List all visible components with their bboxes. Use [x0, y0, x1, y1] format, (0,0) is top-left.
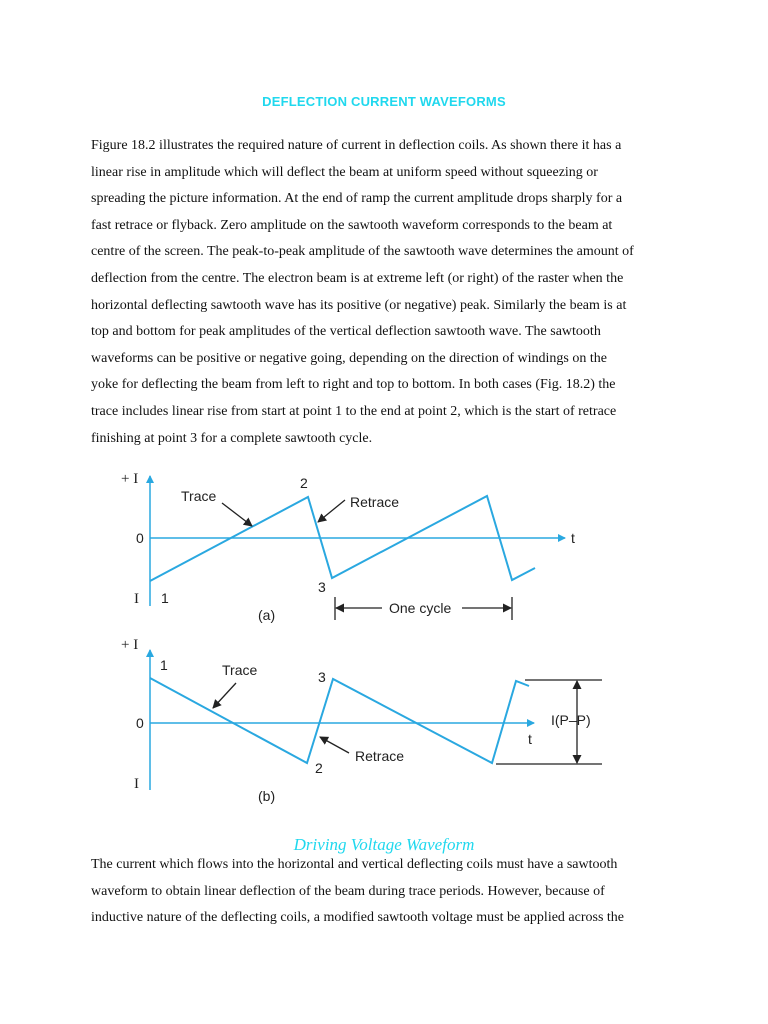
paragraph-line: yoke for deflecting the beam from left to right and top to bottom. In both cases (Fig. 18.2) the [91, 377, 616, 393]
paragraph-line: deflection from the centre. The electron beam is at extreme left (or right) of the raster when the [91, 270, 624, 286]
point-label-1: 1 [161, 590, 169, 606]
paragraph-line: horizontal deflecting sawtooth wave has its positive (or negative) peak. Similarly the beam is at [91, 297, 627, 313]
figure-caption-a: (a) [258, 607, 276, 623]
trace-label: Trace [181, 488, 217, 504]
y-axis-label-bottom: I [134, 776, 139, 792]
time-label: t [571, 530, 575, 546]
point-label-2: 2 [300, 475, 308, 491]
paragraph-line: fast retrace or flyback. Zero amplitude on the sawtooth waveform corresponds to the beam at [91, 217, 613, 233]
trace-pointer-arrow [213, 683, 236, 708]
paragraph-line: trace includes linear rise from start at point 1 to the end at point 2, which is the start of retrace [91, 403, 617, 419]
point-label-1: 1 [160, 657, 168, 673]
retrace-label: Retrace [350, 494, 400, 510]
retrace-label: Retrace [355, 748, 405, 764]
paragraph-line: finishing at point 3 for a complete sawtooth cycle. [91, 430, 373, 446]
y-axis-label-zero: 0 [136, 530, 144, 546]
sawtooth-waveform [150, 678, 529, 763]
y-axis-label-zero: 0 [136, 715, 144, 731]
y-axis-label-top: + I [121, 637, 139, 653]
y-axis-label-top: + I [121, 471, 139, 487]
paragraph-line: top and bottom for peak amplitudes of the vertical deflection sawtooth wave. The sawtooth [91, 324, 601, 340]
cycle-label: One cycle [389, 600, 452, 616]
figure-caption-b: (b) [258, 788, 276, 804]
paragraph-line: spreading the picture information. At the end of ramp the current amplitude drops sharply for a [91, 191, 623, 207]
paragraph-line: waveforms can be positive or negative going, depending on the direction of windings on the [91, 350, 607, 366]
paragraph-line: The current which flows into the horizontal and vertical deflecting coils must have a sawtooth [91, 857, 618, 872]
paragraph-line: waveform to obtain linear deflection of the beam during trace periods. However, because of [91, 883, 605, 899]
point-label-2: 2 [315, 760, 323, 776]
trace-label: Trace [222, 662, 258, 678]
paragraph-line: inductive nature of the deflecting coils, a modified sawtooth voltage must be applied across the [91, 910, 625, 926]
paragraph-line: Figure 18.2 illustrates the required nature of current in deflection coils. As shown there it has a [91, 138, 622, 153]
retrace-pointer-arrow [320, 737, 349, 753]
time-label: t [528, 731, 532, 747]
figure-b [121, 637, 602, 804]
point-label-3: 3 [318, 669, 326, 685]
trace-pointer-arrow [222, 503, 252, 526]
section-subheading: Driving Voltage Waveform [293, 835, 475, 854]
y-axis-label-bottom: I [134, 591, 139, 607]
retrace-pointer-arrow [318, 500, 345, 522]
paragraph-line: linear rise in amplitude which will deflect the beam at uniform speed without squeezing or [91, 164, 598, 180]
paragraph-line: centre of the screen. The peak-to-peak amplitude of the sawtooth wave determines the amount of [91, 244, 634, 260]
section-heading: DEFLECTION CURRENT WAVEFORMS [262, 94, 506, 109]
pp-label: I(P–P) [551, 712, 591, 728]
figure-a [121, 471, 575, 623]
point-label-3: 3 [318, 579, 326, 595]
paragraph-driving-voltage [91, 852, 673, 932]
